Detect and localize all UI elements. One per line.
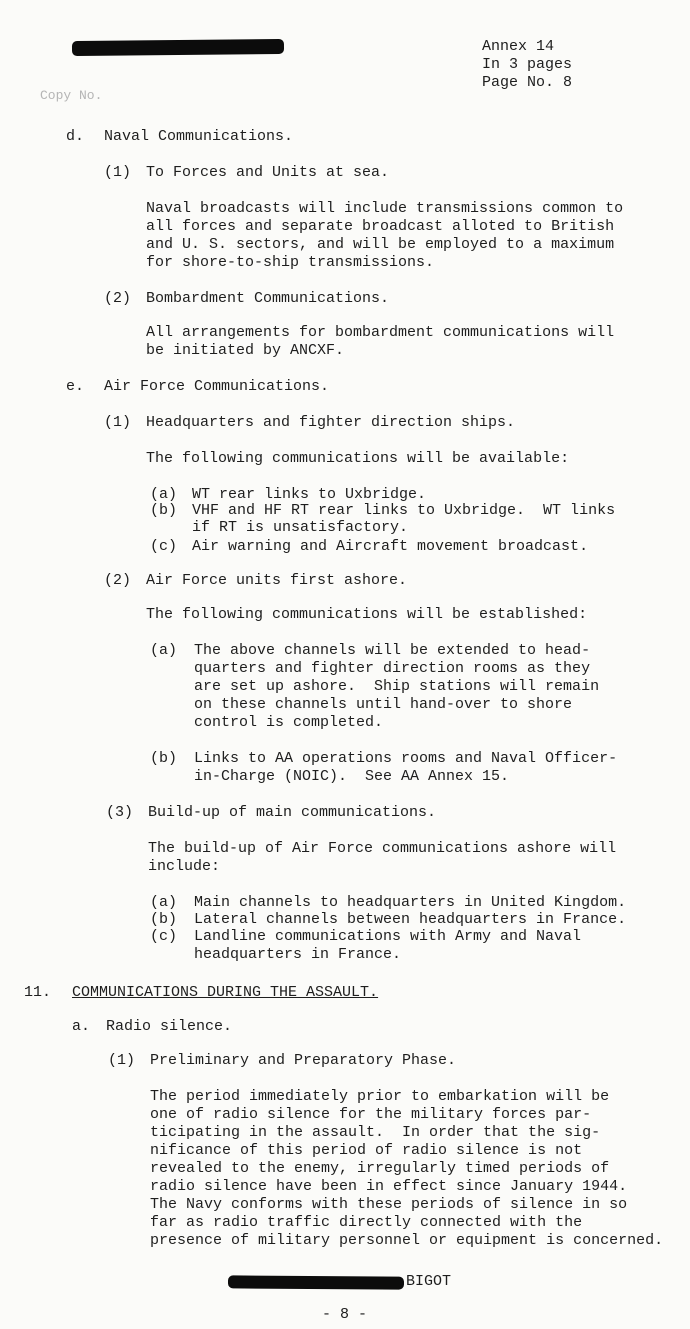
para-e3-intro: include: (148, 858, 221, 875)
para-d1-title: To Forces and Units at sea. (146, 164, 390, 181)
list-item-text: Air warning and Aircraft movement broadcast. (192, 538, 589, 555)
list-item-text: control is completed. (194, 714, 384, 731)
para-11a1-line: one of radio silence for the military forces par- (150, 1106, 592, 1123)
para-11a1-line: far as radio traffic directly connected with the (150, 1214, 583, 1231)
para-11a1-line: revealed to the enemy, irregularly timed periods of (150, 1160, 610, 1177)
section-e-label: e. (66, 378, 85, 395)
para-e2-intro: The following communications will be established: (146, 606, 588, 623)
list-item-text: WT rear links to Uxbridge. (192, 486, 427, 503)
page-number: - 8 - (322, 1306, 368, 1323)
para-d1-line: and U. S. sectors, and will be employed to a maximum (146, 236, 615, 253)
list-item-text: on these channels until hand-over to shore (194, 696, 573, 713)
para-d1-line: for shore-to-ship transmissions. (146, 254, 435, 271)
section-11-number: 11. (24, 984, 52, 1001)
para-11a1-line: radio silence have been in effect since January 1944. (150, 1178, 628, 1195)
para-e1-number: (1) (104, 414, 132, 431)
list-item-text: if RT is unsatisfactory. (192, 519, 409, 536)
page-no-label: Page No. 8 (482, 74, 573, 91)
para-11a1-title: Preliminary and Preparatory Phase. (150, 1052, 457, 1069)
list-item-key: (b) (150, 911, 178, 928)
annex-label: Annex 14 (482, 38, 555, 55)
para-d2-number: (2) (104, 290, 132, 307)
list-item-key: (c) (150, 928, 178, 945)
para-d2-line: All arrangements for bombardment communications will (146, 324, 615, 341)
para-d1-line: all forces and separate broadcast alloted to British (146, 218, 615, 235)
para-e2-number: (2) (104, 572, 132, 589)
list-item-text: are set up ashore. Ship stations will remain (194, 678, 600, 695)
para-11a1-number: (1) (108, 1052, 136, 1069)
para-e1-title: Headquarters and fighter direction ships. (146, 414, 516, 431)
list-item-text: VHF and HF RT rear links to Uxbridge. WT links (192, 502, 616, 519)
list-item-key: (b) (150, 750, 178, 767)
list-item-key: (b) (150, 502, 178, 519)
para-d2-title: Bombardment Communications. (146, 290, 390, 307)
section-d-title: Naval Communications. (104, 128, 294, 145)
para-11a1-line: ticipating in the assault. In order that the sig- (150, 1124, 601, 1141)
faint-stamp: Copy No. (40, 88, 103, 103)
para-11a1-line: nificance of this period of radio silence is not (150, 1142, 583, 1159)
para-e2-title: Air Force units first ashore. (146, 572, 408, 589)
list-item-text: quarters and fighter direction rooms as they (194, 660, 591, 677)
list-item-text: Links to AA operations rooms and Naval Officer- (194, 750, 618, 767)
section-11-title: COMMUNICATIONS DURING THE ASSAULT. (72, 984, 379, 1001)
list-item-text: in-Charge (NOIC). See AA Annex 15. (194, 768, 510, 785)
para-11a1-line: The Navy conforms with these periods of silence in so (150, 1196, 628, 1213)
list-item-text: Landline communications with Army and Naval (194, 928, 582, 945)
section-d-label: d. (66, 128, 85, 145)
list-item-key: (a) (150, 642, 178, 659)
para-e3-title: Build-up of main communications. (148, 804, 437, 821)
para-d2-line: be initiated by ANCXF. (146, 342, 345, 359)
section-11a-label: a. (72, 1018, 91, 1035)
list-item-key: (a) (150, 894, 178, 911)
classification-marking: BIGOT (406, 1273, 452, 1290)
para-e3-intro: The build-up of Air Force communications ashore will (148, 840, 617, 857)
pages-label: In 3 pages (482, 56, 573, 73)
section-e-title: Air Force Communications. (104, 378, 330, 395)
para-11a1-line: The period immediately prior to embarkation will be (150, 1088, 610, 1105)
list-item-text: The above channels will be extended to head- (194, 642, 591, 659)
para-d1-line: Naval broadcasts will include transmissions common to (146, 200, 624, 217)
list-item-key: (c) (150, 538, 178, 555)
para-11a1-line: presence of military personnel or equipment is concerned. (150, 1232, 664, 1249)
list-item-text: headquarters in France. (194, 946, 402, 963)
para-e3-number: (3) (106, 804, 134, 821)
list-item-text: Lateral channels between headquarters in France. (194, 911, 627, 928)
section-11a-title: Radio silence. (106, 1018, 233, 1035)
list-item-key: (a) (150, 486, 178, 503)
para-e1-intro: The following communications will be available: (146, 450, 570, 467)
list-item-text: Main channels to headquarters in United Kingdom. (194, 894, 627, 911)
redaction-bar-bottom (228, 1275, 404, 1289)
redaction-bar-top (72, 39, 284, 56)
para-d1-number: (1) (104, 164, 132, 181)
